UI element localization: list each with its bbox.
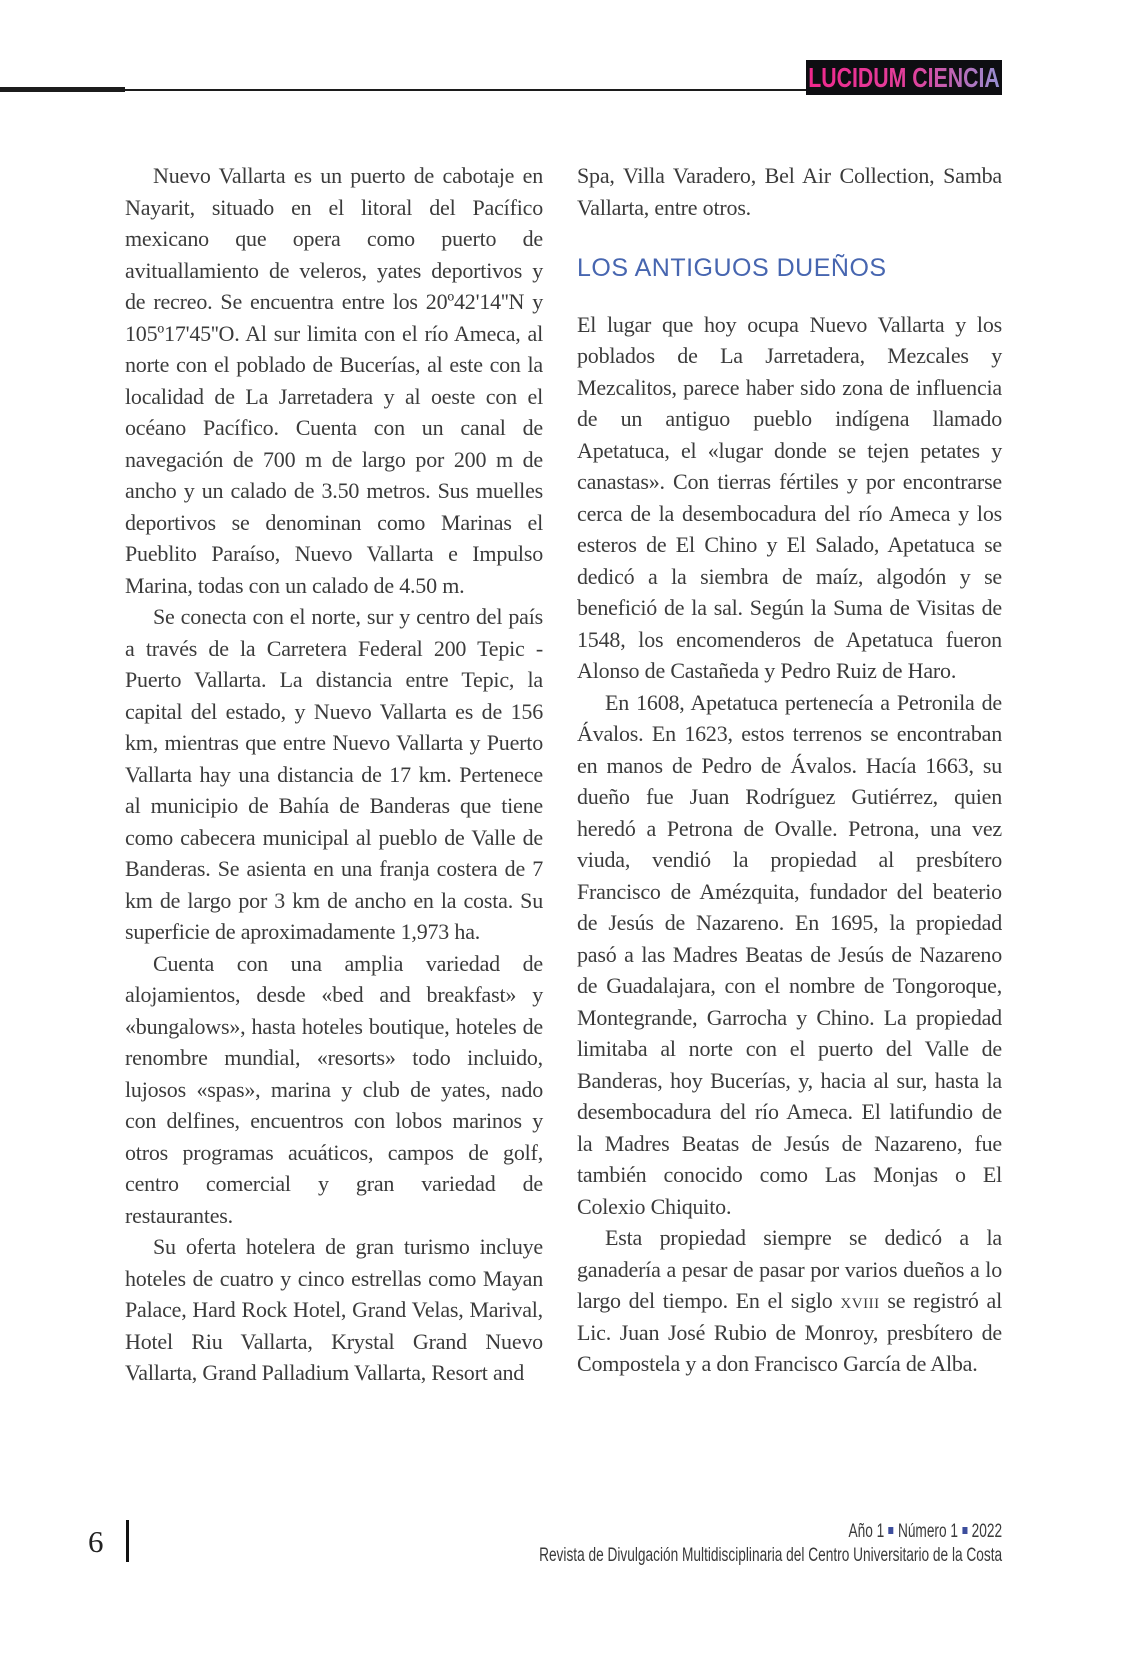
separator-square-icon	[888, 1527, 893, 1534]
journal-title: Revista de Divulgación Multidisciplinaria del Centro Universitario de la Costa	[538, 1545, 1002, 1566]
roman-numeral: xviii	[840, 1288, 880, 1313]
separator-square-icon	[962, 1527, 967, 1534]
paragraph-text: Esta propiedad siempre se dedicó a la ganadería a pesar de pasar por varios dueños a lo largo del tiempo. En el siglo	[577, 1225, 1002, 1313]
header-rule-thick	[0, 87, 125, 92]
paragraph: El lugar que hoy ocupa Nuevo Vallarta y los poblados de La Jarretadera, Mezcales y Mezcalitos, parece haber sido zona de influencia de un antiguo pueblo indígena llamado Apetatuca, el «lugar donde se tejen petates y canastas». Con tierras fértiles y por encontrarse cerca de la desembocadura del río Ameca y los esteros de El Chino y El Salado, Apetatuca se dedicó a la siembra de maíz, algodón y se benefició de la sal. Según la Suma de Visitas de 1548, los encomenderos de Apetatuca fueron Alonso de Castañeda y Pedro Ruiz de Haro.	[577, 311, 1002, 683]
issue-year-label: Año 1	[848, 1521, 885, 1542]
paragraph-text: se registró al Lic. Juan José Rubio de Monroy, presbítero de Compostela y a don Francisco García de Alba.	[577, 1288, 1002, 1376]
paragraph: Su oferta hotelera de gran turismo incluye hoteles de cuatro y cinco estrellas como Mayan Palace, Hard Rock Hotel, Grand Velas, Marival, Hotel Riu Vallarta, Krystal Grand Nuevo Vallarta, Grand Palladium Vallarta, Resort and	[125, 1234, 543, 1385]
paragraph-continuation: Spa, Villa Varadero, Bel Air Collection, Samba Vallarta, entre otros.	[577, 163, 1002, 220]
page-number: 6	[88, 1524, 104, 1559]
paragraph: En 1608, Apetatuca pertenecía a Petronila de Ávalos. En 1623, estos terrenos se encontraban en manos de Pedro de Ávalos. Hacía 1663, su dueño fue Juan Rodríguez Gutiérrez, quien heredó a Petrona de Ovalle. Petrona, una vez viuda, vendió la propiedad al presbítero Francisco de Amézquita, fundador del beaterio de Jesús de Nazareno. En 1695, la propiedad pasó a las Madres Beatas de Jesús de Nazareno de Guadalajara, con el nombre de Tongoroque, Montegrande, Garrocha y Chino. La propiedad limitaba al norte con el puerto del Valle de Banderas, hoy Bucerías, y, hacia al sur, hasta la desembocadura del río Ameca. El latifundio de la Madres Beatas de Jesús de Nazareno, fue también conocido como Las Monjas o El Colexio Chiquito.	[577, 689, 1002, 1219]
paragraph	[577, 1222, 1002, 1380]
journal-logo-text: LUCIDUM CIENCIA	[808, 61, 1000, 93]
paragraph: Cuenta con una amplia variedad de alojamientos, desde «bed and breakfast» y «bungalows», hasta hoteles boutique, hoteles de renombre mundial, «resorts» todo incluido, lujosos «spas», marina y club de yates, nado con delfines, encuentros con lobos marinos y otros programas acuáticos, campos de golf, centro comercial y gran variedad de restaurantes.	[125, 950, 543, 1228]
article-body	[125, 160, 1002, 1389]
issue-number-label: Número 1	[897, 1521, 958, 1542]
right-column	[577, 160, 1002, 1389]
journal-logo	[806, 60, 1002, 95]
issue-line	[539, 1520, 1002, 1544]
section-heading: LOS ANTIGUOS DUEÑOS	[577, 254, 887, 282]
header-rule-thin	[125, 89, 806, 91]
left-column	[125, 160, 543, 1389]
footer-divider	[126, 1520, 129, 1562]
issue-year: 2022	[971, 1521, 1002, 1542]
footer-info	[539, 1520, 1002, 1568]
paragraph: Se conecta con el norte, sur y centro del país a través de la Carretera Federal 200 Tepic - Puerto Vallarta. La distancia entre Tepic, la capital del estado, y Nuevo Vallarta es de 156 km, mientras que entre Nuevo Vallarta y Puerto Vallarta hay una distancia de 17 km. Pertenece al municipio de Bahía de Banderas que tiene como cabecera municipal al pueblo de Valle de Banderas. Se asienta en una franja costera de 7 km de largo por 3 km de ancho en la costa. Su superficie de aproximadamente 1,973 ha.	[125, 604, 543, 944]
paragraph: Nuevo Vallarta es un puerto de cabotaje en Nayarit, situado en el litoral del Pacífico mexicano que opera como puerto de avituallamiento de veleros, yates deportivos y de recreo. Se encuentra entre los 20º42'14''N y 105º17'45''O. Al sur limita con el río Ameca, al norte con el poblado de Bucerías, al este con la localidad de La Jarretadera y al oeste con el océano Pacífico. Cuenta con un canal de navegación de 700 m de largo por 200 m de ancho y un calado de 3.50 metros. Sus muelles deportivos se denominan como Marinas el Pueblito Paraíso, Nuevo Vallarta e Impulso Marina, todas con un calado de 4.50 m.	[125, 163, 543, 598]
